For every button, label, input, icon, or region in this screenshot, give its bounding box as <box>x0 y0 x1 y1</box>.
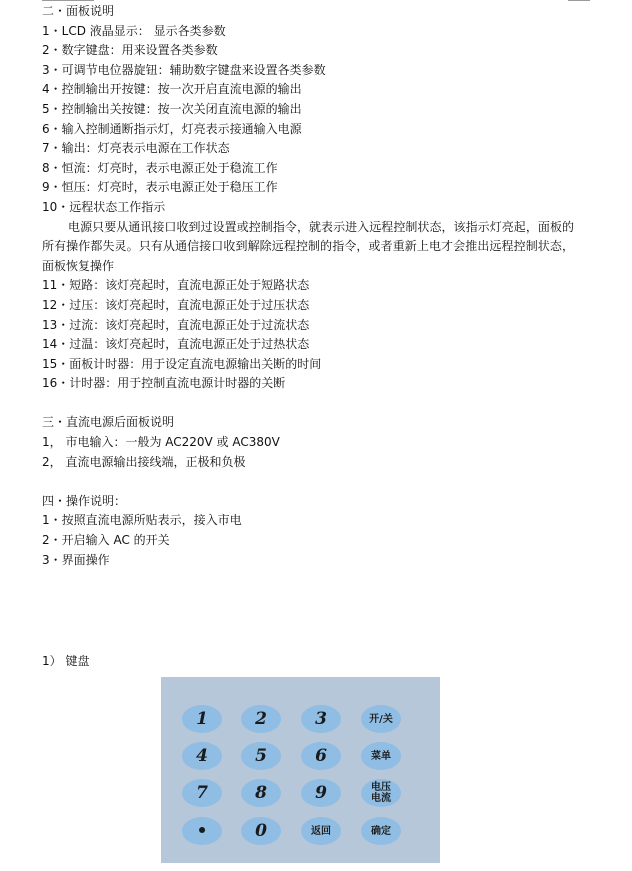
keypad-key: 菜单 <box>361 742 401 770</box>
list-item: 11・短路：该灯亮起时，直流电源正处于短路状态 <box>42 278 310 293</box>
list-item: 4・控制输出开按键：按一次开启直流电源的输出 <box>42 82 302 97</box>
section2-heading: 二・面板说明 <box>42 4 115 18</box>
section4-heading: 四・操作说明： <box>42 493 127 508</box>
list-item: 2， 直流电源输出接线端，正极和负极 <box>42 454 246 469</box>
remote-status-paragraph <box>42 218 574 277</box>
remote-status-text: 电源只要从通讯接口收到过设置或控制指令，就表示进入远程控制状态，该指示灯亮起，面板的所有操作都失灵。只有从通信接口收到解除远程控制的指令，或者重新上电才会推出远程控制状态，面板恢复操作 <box>42 219 574 273</box>
list-item: 5・控制输出关按键：按一次关闭直流电源的输出 <box>42 101 302 116</box>
keypad-key: 6 <box>301 742 341 770</box>
keypad-key: 确定 <box>361 817 401 845</box>
keypad-key: 返回 <box>301 817 341 845</box>
keypad-key: 1 <box>182 705 222 733</box>
list-item: 10・远程状态工作指示 <box>42 199 166 214</box>
section3-heading: 三・直流电源后面板说明 <box>42 415 175 430</box>
list-item: 8・恒流：灯亮时，表示电源正处于稳流工作 <box>42 160 278 175</box>
section2-list-continued <box>42 276 582 394</box>
header-rule-right <box>568 0 590 1</box>
list-item: 14・过温：该灯亮起时，直流电源正处于过热状态 <box>42 337 310 352</box>
list-item: 9・恒压：灯亮时，表示电源正处于稳压工作 <box>42 180 278 195</box>
section3-list <box>42 433 582 472</box>
keypad-key: 8 <box>241 779 281 807</box>
header-rule-left <box>42 0 94 1</box>
keypad-key: 开/关 <box>361 705 401 733</box>
list-item: 3・界面操作 <box>42 552 110 567</box>
keypad-panel <box>161 677 440 863</box>
list-item: 13・过流：该灯亮起时，直流电源正处于过流状态 <box>42 317 310 332</box>
keypad-key: 2 <box>241 705 281 733</box>
keypad-key: 3 <box>301 705 341 733</box>
list-item: 2・数字键盘：用来设置各类参数 <box>42 43 218 58</box>
list-item: 2・开启输入 AC 的开关 <box>42 533 170 548</box>
list-item: 16・计时器：用于控制直流电源计时器的关断 <box>42 376 286 391</box>
list-item: 1・LCD 液晶显示： 显示各类参数 <box>42 23 226 38</box>
keypad-key: 0 <box>241 817 281 845</box>
list-item: 12・过压：该灯亮起时，直流电源正处于过压状态 <box>42 297 310 312</box>
list-item: 1， 市电输入：一般为 AC220V 或 AC380V <box>42 435 280 450</box>
section2-list <box>42 22 582 218</box>
keypad-key: 4 <box>182 742 222 770</box>
section4-list <box>42 511 582 570</box>
keypad-key: 9 <box>301 779 341 807</box>
list-item: 7・输出：灯亮表示电源在工作状态 <box>42 141 230 156</box>
keypad-caption: 1） 键盘 <box>42 654 90 668</box>
keypad-key: • <box>182 817 222 845</box>
list-item: 3・可调节电位器旋钮：辅助数字键盘来设置各类参数 <box>42 62 326 77</box>
document-body <box>42 2 582 570</box>
keypad-key: 5 <box>241 742 281 770</box>
keypad-key: 电压 电流 <box>361 779 401 807</box>
list-item: 15・面板计时器：用于设定直流电源输出关断的时间 <box>42 356 322 371</box>
list-item: 1・按照直流电源所贴表示，接入市电 <box>42 513 242 528</box>
list-item: 6・输入控制通断指示灯，灯亮表示接通输入电源 <box>42 121 302 136</box>
keypad-key: 7 <box>182 779 222 807</box>
